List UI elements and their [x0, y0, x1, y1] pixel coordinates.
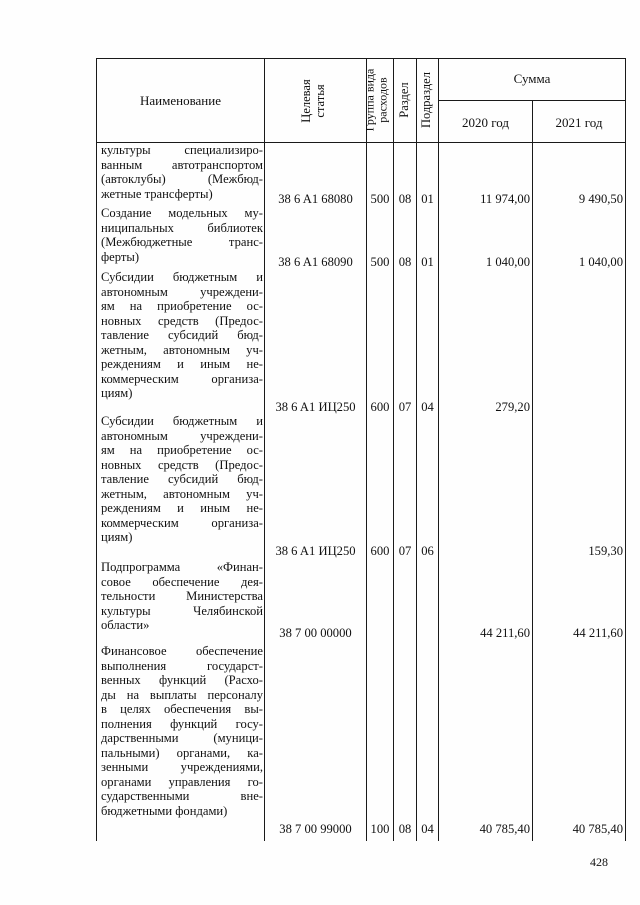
- row-3-name-line: реждениям и иным не-: [101, 357, 263, 371]
- row-1-name-line: (автоклубы) (Межбюд-: [101, 172, 263, 186]
- row-6-name-line: выполнения государст-: [101, 658, 263, 673]
- row-2-name-line: ниципальных библиотек: [101, 220, 263, 235]
- row-1-name: [101, 143, 263, 201]
- header-target-article: [299, 51, 331, 151]
- row-1-group: 500: [370, 192, 390, 206]
- col-border-2020: [532, 100, 533, 841]
- row-4-name-line: реждениям и иным не-: [101, 501, 263, 515]
- row-6-name-line: Финансовое обеспечение: [101, 644, 263, 658]
- header-expense-group-line1: Группа вида: [362, 68, 377, 132]
- row-2-name-line: Создание модельных му-: [101, 206, 263, 220]
- header-year-2021: 2021 год: [555, 115, 603, 130]
- row-3-name-line: коммерческим организа-: [101, 371, 263, 386]
- row-4-group: 600: [370, 544, 390, 558]
- row-5-name-line: области»: [101, 618, 150, 632]
- row-1-sum-2021: 9 490,50: [578, 192, 623, 206]
- header-target-article-line1: Целевая: [299, 79, 313, 123]
- row-1-name-line: ванным автотранспортом: [101, 157, 263, 172]
- row-1-subsection: 01: [421, 192, 434, 206]
- row-4-name-line: коммерческим организа-: [101, 515, 263, 530]
- row-4-name-line: новных средств (Предос-: [101, 457, 263, 472]
- col-border-right: [625, 58, 626, 841]
- header-year-2020: 2020 год: [462, 115, 509, 130]
- col-border-group: [393, 58, 394, 841]
- row-2-group: 500: [370, 255, 390, 269]
- row-1-name-line: жетные трансферты): [101, 186, 213, 201]
- row-2-subsection: 01: [421, 255, 434, 269]
- row-3-name-line: новных средств (Предос-: [101, 313, 263, 328]
- row-6-code: 38 7 00 99000: [279, 822, 352, 836]
- row-1-section: 08: [398, 192, 412, 206]
- row-6-name-line: в целях обеспечения вы-: [101, 702, 263, 716]
- row-4-subsection: 06: [421, 544, 434, 558]
- row-6-name-line: зенными учреждениями,: [101, 760, 263, 774]
- row-4-name-line: тавление субсидий бюд-: [101, 472, 263, 486]
- row-1-sum-2020: 11 974,00: [480, 192, 530, 206]
- row-2-sum-2020: 1 040,00: [485, 255, 530, 269]
- row-5-name-line: культуры Челябинской: [101, 603, 263, 618]
- row-4-name-line: жетным, автономным уч-: [101, 486, 263, 501]
- row-6-name-line: бюджетными фондами): [101, 803, 228, 818]
- row-4-name-line: автономным учреждени-: [101, 428, 263, 443]
- row-4-name-line: циям): [101, 530, 133, 544]
- row-4-section: 07: [398, 544, 412, 558]
- row-3-subsection: 04: [421, 400, 434, 414]
- table-top-border: [96, 58, 626, 59]
- row-5-name-line: совое обеспечение дея-: [101, 574, 263, 589]
- col-border-subsection: [438, 58, 439, 841]
- row-3-name-line: жетным, автономным уч-: [101, 342, 263, 357]
- row-3-section: 07: [398, 400, 412, 414]
- row-6-name-line: сударственными вне-: [101, 789, 263, 803]
- row-1-name-line: культуры специализиро-: [101, 143, 263, 157]
- row-3-group: 600: [370, 400, 390, 414]
- col-border-code: [366, 58, 367, 841]
- row-6-name-line: дарственными (муници-: [101, 731, 263, 745]
- row-5-sum-2021: 44 211,60: [573, 626, 623, 640]
- row-2-section: 08: [398, 255, 412, 269]
- row-6-name-line: полнения функций госу-: [101, 716, 263, 731]
- row-6-sum-2021: 40 785,40: [572, 822, 623, 836]
- row-3-name-line: ям на приобретение ос-: [101, 299, 263, 313]
- row-3-name-line: циям): [101, 386, 133, 400]
- row-5-sum-2020: 44 211,60: [480, 626, 530, 640]
- row-5-name-line: Подпрограмма «Финан-: [101, 560, 263, 574]
- row-2-code: 38 6 A1 68090: [278, 255, 353, 269]
- col-border-name: [264, 58, 265, 841]
- row-4-sum-2021: 159,30: [588, 544, 623, 558]
- header-target-article-line2: статья: [313, 84, 327, 118]
- row-3-name: [101, 270, 263, 401]
- header-sum: Сумма: [513, 71, 551, 86]
- header-section: Раздел: [397, 82, 411, 118]
- row-3-name-line: тавление субсидий бюд-: [101, 328, 263, 342]
- row-6-name-line: венных функций (Расхо-: [101, 673, 263, 687]
- row-3-sum-2020: 279,20: [495, 400, 530, 414]
- row-2-name-line: ферты): [101, 249, 140, 264]
- row-2-name: [101, 206, 263, 264]
- row-6-name-line: ды на выплаты персоналу: [101, 687, 263, 702]
- row-6-section: 08: [398, 822, 412, 836]
- col-border-section: [416, 58, 417, 841]
- header-subsection: Подраздел: [419, 72, 433, 128]
- row-4-name-line: Субсидии бюджетным и: [101, 414, 263, 428]
- col-border-left: [96, 58, 97, 841]
- header-expense-group: [364, 58, 394, 143]
- row-2-sum-2021: 1 040,00: [578, 255, 623, 269]
- row-3-name-line: автономным учреждени-: [101, 284, 263, 299]
- row-6-name-line: пальными) органами, ка-: [101, 745, 263, 760]
- row-4-name-line: ям на приобретение ос-: [101, 443, 263, 457]
- row-6-sum-2020: 40 785,40: [479, 822, 530, 836]
- row-6-name-line: органами управления го-: [101, 774, 263, 789]
- header-name: Наименование: [140, 93, 221, 108]
- row-3-code: 38 6 A1 ИЦ250: [275, 400, 356, 414]
- row-6-name: [101, 644, 263, 818]
- page-number: 428: [590, 855, 608, 869]
- row-4-name: [101, 414, 263, 545]
- row-4-code: 38 6 A1 ИЦ250: [275, 544, 356, 558]
- row-5-name-line: тельности Министерства: [101, 589, 263, 603]
- row-5-code: 38 7 00 00000: [279, 626, 352, 640]
- row-5-name: [101, 560, 263, 633]
- row-6-subsection: 04: [421, 822, 434, 836]
- row-1-code: 38 6 A1 68080: [278, 192, 353, 206]
- header-expense-group-line2: расходов: [375, 77, 390, 123]
- row-2-name-line: (Межбюджетные транс-: [101, 235, 263, 249]
- row-6-group: 100: [370, 822, 390, 836]
- row-3-name-line: Субсидии бюджетным и: [101, 270, 263, 284]
